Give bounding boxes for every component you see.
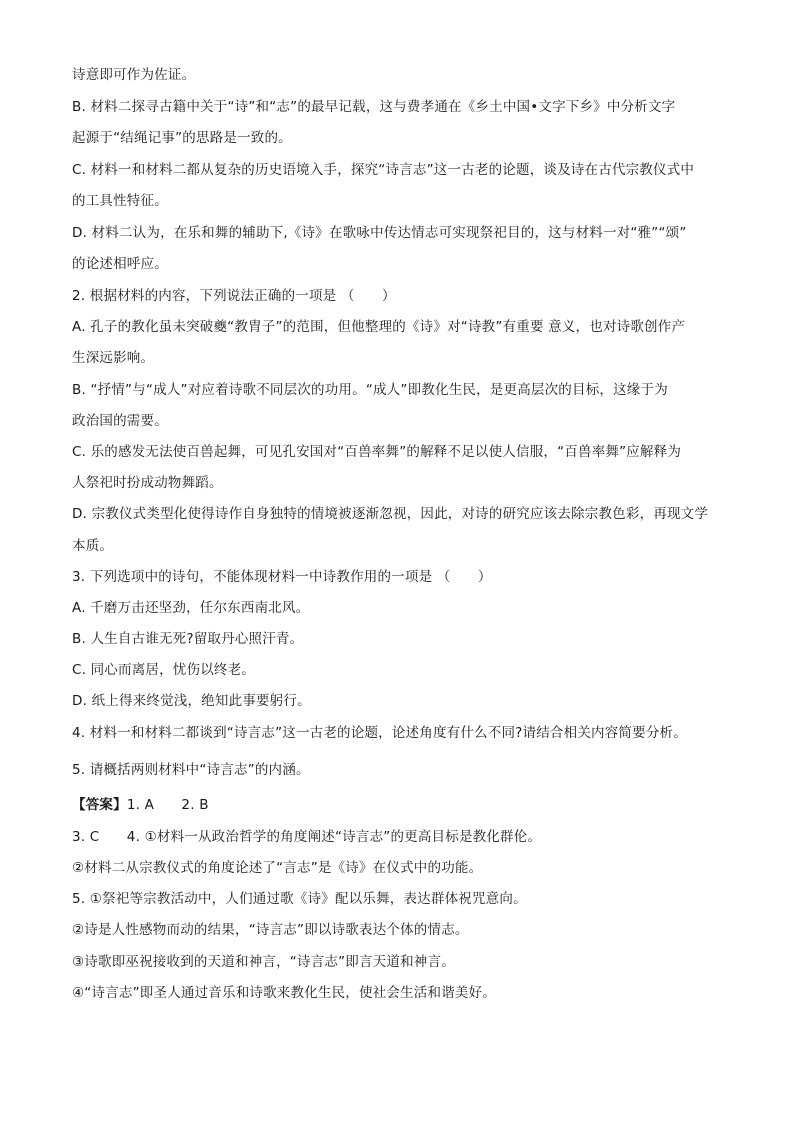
text-line: B. “抒情”与“成人”对应着诗歌不同层次的功用。“成人”即教化生民，是更高层次的目标，这缘于为 (72, 382, 668, 398)
text-line: C. 乐的感发无法使百兽起舞，可见孔安国对“百兽率舞”的解释不足以使人信服，“百兽率舞”应解释为 (72, 444, 682, 460)
text-line: B. 材料二探寻古籍中关于“诗”和“志”的最早记载，这与费孝通在《乡土中国•文字下乡》中分析文字 (72, 99, 676, 115)
question-4: 4. 材料一和材料二都谈到“诗言志”这一古老的论题，论述角度有什么不同?请结合相关内容简要分析。 (72, 725, 687, 741)
answer-label: 【答案】 (72, 797, 127, 813)
text-line: C. 材料一和材料二都从复杂的历史语境入手，探究“诗言志”这一古老的论题，谈及诗在古代宗教仪式中 (72, 162, 695, 178)
text-line: 的论述相呼应。 (72, 256, 168, 272)
text-line: 本质。 (72, 538, 114, 554)
text-line: D. 宗教仪式类型化使得诗作自身独特的情境被逐渐忽视，因此，对诗的研究应该去除宗教色彩，再现文学 (72, 506, 709, 522)
text-line: 政治国的需要。 (72, 413, 168, 429)
question-3: 3. 下列选项中的诗句，不能体现材料一中诗教作用的一项是 （ ） (72, 569, 492, 585)
text-line: 生深远影响。 (72, 350, 155, 366)
answer-first-line (72, 796, 209, 814)
text-line: 诗意即可作为佐证。 (72, 67, 196, 83)
text-line: 的工具性特征。 (72, 193, 168, 209)
answer-text: 1. A 2. B (126, 797, 209, 813)
text-line: 起源于“结绳记事”的思路是一致的。 (72, 130, 292, 146)
option-d: D. 纸上得来终觉浅，绝知此事要躬行。 (72, 693, 311, 709)
answer-line: ②诗是人性感物而动的结果，“诗言志”即以诗歌表达个体的情志。 (72, 922, 469, 938)
answer-line: 5. ①祭祀等宗教活动中，人们通过歌《诗》配以乐舞，表达群体祝咒意向。 (72, 891, 527, 907)
question-5: 5. 请概括两则材料中“诗言志”的内涵。 (72, 762, 310, 778)
option-a: A. 千磨万击还坚劲，任尔东西南北风。 (72, 600, 310, 616)
text-line: A. 孔子的教化虽未突破夔“教胄子”的范围，但他整理的《诗》对“诗教”有重要 意义，也对诗歌创作产 (72, 319, 686, 335)
answer-line: ②材料二从宗教仪式的角度论述了“言志”是《诗》在仪式中的功能。 (72, 860, 483, 876)
option-b: B. 人生自古谁无死?留取丹心照汗青。 (72, 631, 304, 647)
answer-line: ④“诗言志”即圣人通过音乐和诗歌来教化生民，使社会生活和谐美好。 (72, 985, 496, 1001)
text-line: 人祭祀时扮成动物舞蹈。 (72, 475, 223, 491)
answer-line: ③诗歌即巫祝接收到的天道和神言，“诗言志”即言天道和神言。 (72, 954, 455, 970)
answer-line: 3. C 4. ①材料一从政治哲学的角度阐述“诗言志”的更高目标是教化群伦。 (72, 829, 542, 845)
question-2: 2. 根据材料的内容，下列说法正确的一项是 （ ） (72, 288, 396, 304)
option-c: C. 同心而离居，忧伤以终老。 (72, 662, 256, 678)
text-line: D. 材料二认为，在乐和舞的辅助下,《诗》在歌咏中传达情志可实现祭祀目的，这与材料一对“雅”“颂” (72, 225, 687, 241)
